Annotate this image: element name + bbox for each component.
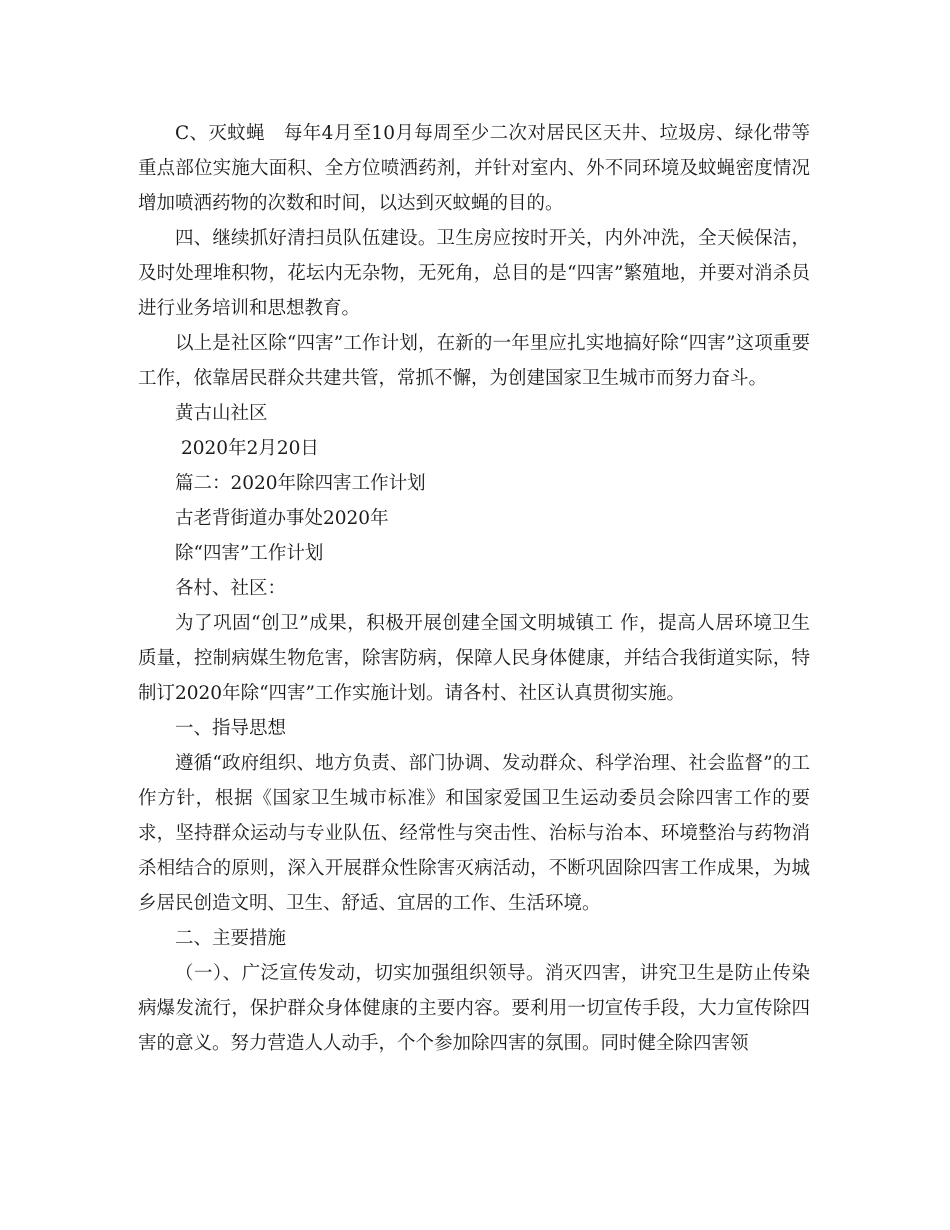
signature-community: 黄古山社区: [175, 403, 268, 424]
signature-date: 2020年2月20日: [181, 438, 319, 459]
heading-guiding-ideology: 一、指导思想: [175, 718, 287, 739]
paragraph-summary: 以上是社区除“四害”工作计划，在新的一年里应扎实地搞好除“四害”这项重要工作，依靠居民群众共建共管，常抓不懈，为创建国家卫生城市而努力奋斗。: [138, 333, 810, 389]
paragraph-introduction: 为了巩固“创卫”成果，积极开展创建全国文明城镇工 作，提高人居环境卫生质量，控制病媒生物危害，除害防病，保障人民身体健康，并结合我街道实际，特制订2020年除“四害”工作实施计划。请各村、社区认真贯彻实施。: [138, 613, 810, 704]
document-title: 除“四害”工作计划: [175, 543, 324, 564]
paragraph-guiding-ideology: 遵循“政府组织、地方负责、部门协调、发动群众、科学治理、社会监督”的工作方针，根据《国家卫生城市标准》和国家爱国卫生运动委员会除四害工作的要求，坚持群众运动与专业队伍、经常性与突击性、治标与治本、环境整治与药物消杀相结合的原则，深入开展群众性除害灭病活动，不断巩固除四害工作成果，为城乡居民创造文明、卫生、舒适、宜居的工作、生活环境。: [138, 753, 810, 914]
salutation: 各村、社区：: [175, 578, 287, 599]
paragraph-mosquito-fly-control: C、灭蚊蝇 每年4月至10月每周至少二次对居民区天井、垃圾房、绿化带等重点部位实施大面积、全方位喷洒药剂，并针对室内、外不同环境及蚊蝇密度情况增加喷洒药物的次数和时间，以达到灭蚊蝇的目的。: [138, 123, 810, 214]
heading-main-measures: 二、主要措施: [175, 928, 287, 949]
section-heading-part-two: 篇二：2020年除四害工作计划: [175, 473, 426, 494]
document-issuer: 古老背街道办事处2020年: [175, 508, 389, 529]
paragraph-cleaning-staff: 四、继续抓好清扫员队伍建设。卫生房应按时开关，内外冲洗，全天候保洁，及时处理堆积物，花坛内无杂物，无死角，总目的是“四害”繁殖地，并要对消杀员进行业务培训和思想教育。: [138, 228, 810, 319]
paragraph-measure-one: （一）、广泛宣传发动，切实加强组织领导。消灭四害，讲究卫生是防止传染病爆发流行，保护群众身体健康的主要内容。要利用一切宣传手段，大力宣传除四害的意义。努力营造人人动手，个个参加除四害的氛围。同时健全除四害领: [138, 963, 810, 1054]
document-body: [138, 116, 810, 1061]
